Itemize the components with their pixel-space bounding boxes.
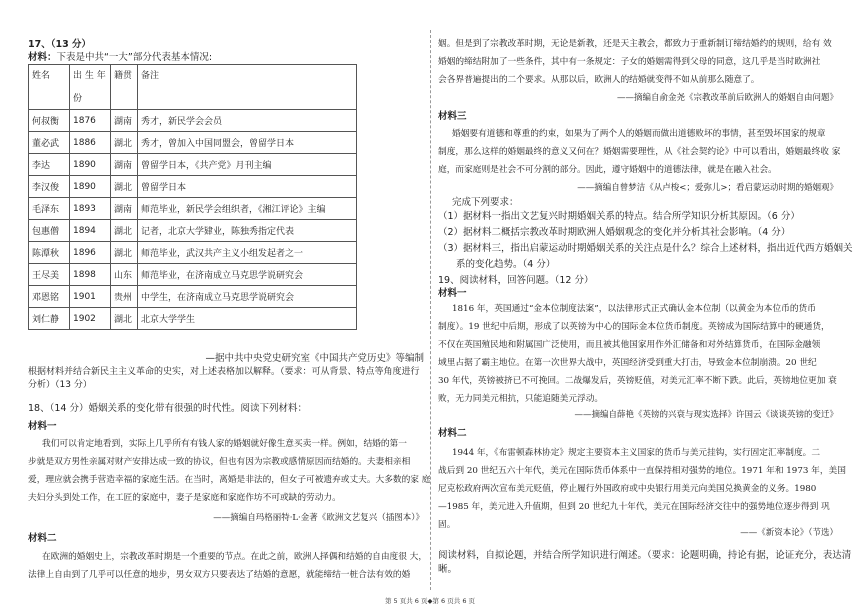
q19-m2-line: 尼克松政府两次宣布美元贬值，停止履行外国政府或中央银行用美元向美国兑换黄金的义务。1980 — [438, 484, 817, 494]
table-cell: 师范毕业，在济南成立马克思学说研究会 — [138, 264, 357, 286]
q17-material-intro: 下表是中共“一大”部分代表基本情况: — [56, 52, 213, 63]
table-cell: 1901 — [70, 286, 111, 308]
table-header-cell: 备注 — [138, 65, 357, 110]
table-cell: 1902 — [70, 308, 111, 330]
table-cell: 李汉俊 — [29, 176, 70, 198]
q19-m1-line: 1816 年，英国通过“金本位制度法案”，以法律形式正式确认金本位制（以黄金为本位币的货币 — [452, 304, 816, 314]
table-cell: 湖北 — [111, 308, 138, 330]
table-cell: 何叔衡 — [29, 110, 70, 132]
q18-heading: 18、（14 分）婚姻关系的变化带有很强的时代性。阅读下列材料： — [28, 403, 307, 414]
table-cell: 1890 — [70, 154, 111, 176]
q18-m3-source: ——摘编自曾梦洁《从卢梭<；爱弥儿>；看启蒙运动时期的婚姻观》 — [577, 183, 838, 193]
q18-m1-line: 爱，理应就会携手营造幸福的家庭生活。在当时，离婚是非法的，但女子可被遗弃或丈夫。大多数的家 庭 — [28, 475, 431, 485]
table-cell: 湖南 — [111, 154, 138, 176]
table-header-row — [29, 65, 357, 110]
q18-m2-label: 材料二 — [28, 533, 57, 544]
table-row — [29, 264, 357, 286]
delegates-table — [28, 64, 357, 330]
table-cell: 刘仁静 — [29, 308, 70, 330]
q19-m1-label: 材料一 — [438, 288, 467, 299]
q18-m2-line: 在欧洲的婚姻史上，宗教改革时期是一个重要的节点。在此之前，欧洲人择偶和结婚的自由度很 大， — [42, 552, 428, 562]
q19-m2-line: 1944 年，《布雷顿森林协定》规定主要资本主义国家的货币与美元挂钩，实行固定汇率制度。二 — [452, 448, 821, 458]
q18-m2-source: ——摘编自俞金尧《宗教改革前后欧洲人的婚姻自由问题》 — [616, 93, 838, 103]
q19-m1-line: 败，无力同美元相抗，只能追随美元浮动。 — [438, 394, 604, 404]
q18-task: （1）据材料一指出文艺复兴时期婚姻关系的特点。结合所学知识分析其原因。（6 分） — [438, 211, 800, 222]
table-cell: 1890 — [70, 176, 111, 198]
table-cell: 湖北 — [111, 220, 138, 242]
table-cell: 王尽美 — [29, 264, 70, 286]
table-cell: 湖南 — [111, 198, 138, 220]
table-cell: 曾留学日本，《共产党》月刊主编 — [138, 154, 357, 176]
table-cell: 1876 — [70, 110, 111, 132]
table-header-cell: 姓名 — [29, 65, 70, 110]
q18-m2-cont-line: 会各界普遍提出的二个要求。从那以后，欧洲人的结婚就变得不如从前那么随意了。 — [438, 75, 760, 85]
q19-m1-line: 域里占据了霸主地位。在第一次世界大战中，英国经济受到重大打击，导致金本位制崩溃。20 世纪 — [438, 358, 817, 368]
table-cell: 1893 — [70, 198, 111, 220]
q18-task: （2）据材料二概括宗教改革时期欧洲人婚姻观念的变化并分析其社会影响。（4 分） — [438, 227, 791, 238]
table-cell: 李达 — [29, 154, 70, 176]
table-cell: 湖北 — [111, 242, 138, 264]
column-divider — [430, 30, 431, 590]
q19-question-line: 晰。 — [438, 564, 458, 575]
table-cell: 秀才，新民学会会员 — [138, 110, 357, 132]
q18-m1-line: 步就是双方男性亲属对财产安排达成一致的协议，但也有因为宗教或感情原因而结婚的。夫妻相亲相 — [28, 457, 411, 467]
q17-material-label: 材料： — [28, 52, 57, 63]
q18-m1-line: 夫妇分头到处工作，在工匠的家庭中，妻子是家庭和家庭作坊不可或缺的劳动力。 — [28, 493, 341, 503]
table-cell: 湖南 — [111, 110, 138, 132]
table-cell: 1886 — [70, 132, 111, 154]
table-cell: 1896 — [70, 242, 111, 264]
q18-m3-line: 庭，而家庭则是社会不可分割的部分。因此，遵守婚姻中的道德法律，就是在融入社会。 — [438, 165, 777, 175]
q19-m1-line: 30 年代，英镑被挤已不可挽回。二战爆发后，英镑贬值，对美元汇率不断下跌。此后，英镑地位更加 衰 — [438, 376, 837, 386]
table-cell: 1898 — [70, 264, 111, 286]
table-cell: 山东 — [111, 264, 138, 286]
q19-m2-label: 材料二 — [438, 428, 467, 439]
q17-source: —据中共中央党史研究室《中国共产党历史》等编制 — [205, 353, 424, 364]
table-cell: 邓恩铭 — [29, 286, 70, 308]
q19-m2-line: —1985 年，美元进入升值期，但到 20 世纪九十年代，美元在国际经济交往中的强势地位逐步得到 巩 — [438, 502, 830, 512]
table-row — [29, 286, 357, 308]
q18-m1-line: 我们可以肯定地看到，实际上几乎所有有钱人家的婚姻就好像生意买卖一样。例如，结婚的第一 — [42, 439, 407, 449]
q17-heading: 17、（13 分） — [28, 39, 91, 50]
q19-heading: 19、阅读材料，回答问题。（12 分） — [438, 275, 594, 286]
table-cell: 秀才，曾加入中国同盟会，曾留学日本 — [138, 132, 357, 154]
left-column — [28, 0, 431, 596]
table-row — [29, 308, 357, 330]
q19-question-line: 阅读材料，自拟论题，并结合所学知识进行阐述。（要求：论题明确，持论有据，论证充分，表达清 — [438, 550, 852, 561]
table-cell: 师范毕业，新民学会组织者，《湘江评论》主编 — [138, 198, 357, 220]
table-header-cell: 出 生 年 份 — [70, 65, 111, 110]
table-row — [29, 242, 357, 264]
table-cell: 师范毕业，武汉共产主义小组发起者之一 — [138, 242, 357, 264]
page-footer: 第 5 页共 6 页◆第 6 页共 6 页 — [384, 597, 476, 605]
q19-m1-line: 制度）。19 世纪中后期，形成了以英镑为中心的国际金本位货币制度。英镑成为国际结算中的硬通货， — [438, 322, 830, 332]
table-row — [29, 110, 357, 132]
q18-m2-line: 法律上自由到了几乎可以任意的地步，男女双方只要表达了结婚的意愿，就能缔结一桩合法有效的婚 — [28, 570, 411, 580]
q18-m1-label: 材料一 — [28, 421, 57, 432]
q18-task-intro: 完成下列要求： — [452, 197, 519, 208]
q19-m2-line: 战后到 20 世纪五六十年代，美元在国际货币体系中一直保持相对强势的地位。1971 年和 1973 年，美国 — [438, 466, 846, 476]
table-row — [29, 132, 357, 154]
table-cell: 毛泽东 — [29, 198, 70, 220]
table-row — [29, 220, 357, 242]
q18-m3-label: 材料三 — [438, 111, 467, 122]
q17-question-line: 分析）（13 分） — [28, 380, 92, 390]
table-row — [29, 154, 357, 176]
table-cell: 1894 — [70, 220, 111, 242]
q19-m2-line: 固。 — [438, 520, 456, 530]
q17-material — [28, 51, 212, 64]
table-cell: 湖北 — [111, 176, 138, 198]
table-cell: 贵州 — [111, 286, 138, 308]
q18-m2-cont-line: 姻。但是到了宗教改革时期，无论是新教，还是天主教会，都致力于重新制订缔结婚约的规则，给有 效 — [438, 39, 832, 49]
right-column — [438, 0, 853, 596]
q18-task: 系的变化趋势。（4 分） — [456, 259, 556, 270]
table-cell: 董必武 — [29, 132, 70, 154]
table-header-cell: 籍贯 — [111, 65, 138, 110]
q18-m3-line: 制度，那么这样的婚姻最终的意义又何在？婚姻需要理性，从《社会契约论》中可以看出，婚姻最终收 家 — [438, 147, 841, 157]
q17-question-line: 根据材料并结合新民主主义革命的史实，对上述表格加以解释。（要求：可从背景、特点等角度进行 — [28, 367, 420, 377]
q19-m1-line: 不仅在英国殖民地和附属国广泛使用，而且被其他国家用作外汇储备和对外结算货币，在国际金融领 — [438, 340, 821, 350]
table-cell: 中学生，在济南成立马克思学说研究会 — [138, 286, 357, 308]
table-cell: 曾留学日本 — [138, 176, 357, 198]
q18-m2-cont-line: 婚姻的缔结附加了一些条件，其中有一条规定：子女的婚姻需得到父母的同意，这几乎是当时欧洲社 — [438, 57, 821, 67]
q18-m3-line: 婚姻要有道德和尊重的约束，如果为了两个人的婚姻而做出道德败坏的事情，甚至毁坏国家的规章 — [452, 129, 826, 139]
q19-m1-source: ——摘编自薛艳《英镑的兴衰与现实选择》许国云《谈谈英镑的变迁》 — [574, 410, 838, 420]
table-row — [29, 198, 357, 220]
q18-m1-source: ——摘编自玛格丽特·L·金著《欧洲文艺复兴（插图本）》 — [213, 513, 424, 523]
table-cell: 北京大学学生 — [138, 308, 357, 330]
table-row — [29, 176, 357, 198]
table-cell: 陈潭秋 — [29, 242, 70, 264]
q18-task: （3）据材料三，指出启蒙运动时期婚姻关系的关注点是什么？综合上述材料，指出近代西方婚姻关 — [438, 243, 853, 254]
table-cell: 包惠僧 — [29, 220, 70, 242]
table-cell: 记者，北京大学肄业，陈独秀指定代表 — [138, 220, 357, 242]
q19-m2-source: ——《新资本论》（节选） — [740, 528, 838, 538]
table-cell: 湖北 — [111, 132, 138, 154]
